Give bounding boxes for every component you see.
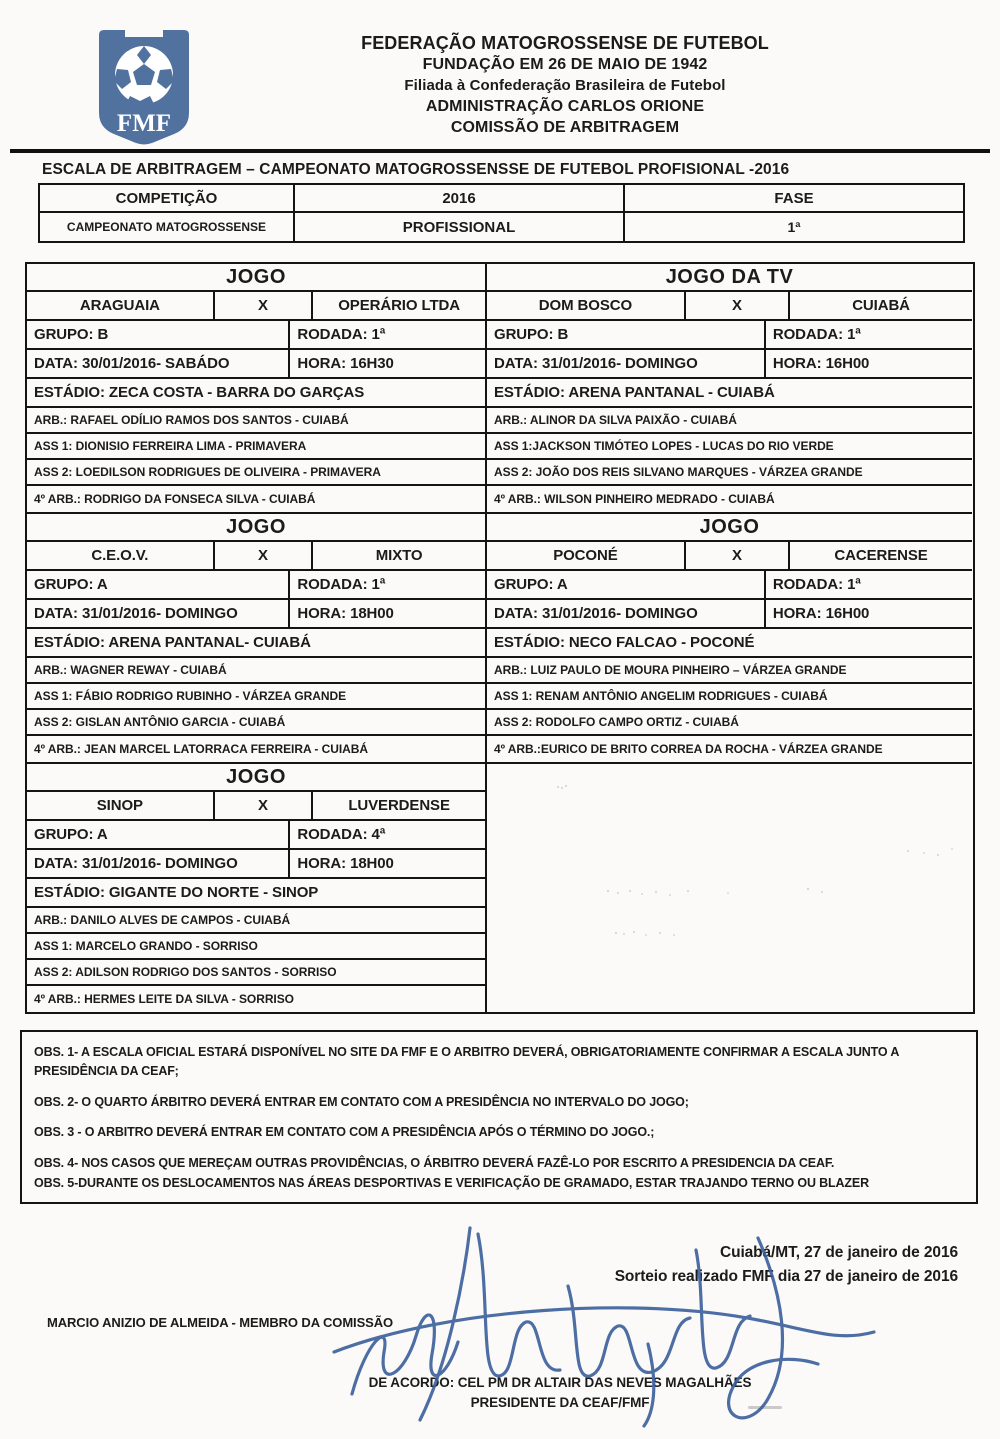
away-team: OPERÁRIO LTDA <box>338 297 460 314</box>
group-label: GRUPO: B <box>27 321 290 348</box>
fmf-logo-icon <box>92 27 196 145</box>
pencil-smudge <box>615 932 617 934</box>
time-label: HORA: 16H00 <box>772 355 870 372</box>
division-value: PROFISSIONAL <box>295 213 625 241</box>
away-team: CUIABÁ <box>852 297 910 314</box>
referee-label: ARB.: ALINOR DA SILVA PAIXÃO - CUIABÁ <box>487 408 972 434</box>
group-label: GRUPO: A <box>27 821 290 848</box>
assistant1-label: ASS 1: MARCELO GRANDO - SORRISO <box>27 934 485 960</box>
approval-line: DE ACORDO: CEL PM DR ALTAIR DAS NEVES MAGALHÃES <box>368 1375 752 1390</box>
match-card-title: JOGO <box>27 764 485 792</box>
assistant1-label: ASS 1: RENAM ANTÔNIO ANGELIM RODRIGUES - CUIABÁ <box>487 684 972 710</box>
observations-box <box>20 1030 978 1204</box>
observation-2: OBS. 2- O QUARTO ÁRBITRO DEVERÁ ENTRAR EM CONTATO COM A PRESIDÊNCIA NO INTERVALO DO JOGO; <box>34 1094 689 1109</box>
observation-5: OBS. 5-DURANTE OS DESLOCAMENTOS NAS ÁREAS DESPORTIVAS E VERIFICAÇÃO DE GRAMADO, ESTAR TRAJANDO TERNO OU BLAZER <box>34 1175 869 1190</box>
match-card <box>487 514 972 764</box>
versus-label: X <box>215 292 313 319</box>
page-title: ESCALA DE ARBITRAGEM – CAMPEONATO MATOGROSSENSSE DE FUTEBOL PROFISIONAL -2016 <box>42 161 790 178</box>
round-label: RODADA: 4ª <box>297 826 386 843</box>
assistant1-label: ASS 1:JACKSON TIMÓTEO LOPES - LUCAS DO RIO VERDE <box>487 434 972 460</box>
pencil-smudge <box>748 1406 782 1409</box>
home-team: DOM BOSCO <box>487 292 686 319</box>
referee-label: ARB.: RAFAEL ODÍLIO RAMOS DOS SANTOS - CUIABÁ <box>27 408 485 434</box>
assistant2-label: ASS 2: GISLAN ANTÔNIO GARCIA - CUIABÁ <box>27 710 485 736</box>
stadium-label: ESTÁDIO: ARENA PANTANAL- CUIABÁ <box>27 629 485 658</box>
year-header: 2016 <box>295 185 625 213</box>
place-date-line: Cuiabá/MT, 27 de janeiro de 2016 <box>719 1244 958 1261</box>
time-label: HORA: 16H00 <box>772 605 870 622</box>
away-team: MIXTO <box>375 547 423 564</box>
date-label: DATA: 31/01/2016- DOMINGO <box>27 850 290 877</box>
assistant2-label: ASS 2: ADILSON RODRIGO DOS SANTOS - SORRISO <box>27 960 485 986</box>
assistant1-label: ASS 1: DIONISIO FERREIRA LIMA - PRIMAVERA <box>27 434 485 460</box>
federation-affiliation: Filiada à Confederação Brasileira de Futebol <box>404 77 726 94</box>
date-label: DATA: 30/01/2016- SABÁDO <box>27 350 290 377</box>
fourth-referee-label: 4º ARB.: HERMES LEITE DA SILVA - SORRISO <box>34 992 294 1006</box>
observation-4: OBS. 4- NOS CASOS QUE MEREÇAM OUTRAS PROVIDÊNCIAS, O ÁRBITRO DEVERÁ FAZÊ-LO POR ESCRITO A PRESIDENCIA DA CEAF. <box>34 1155 835 1170</box>
match-card-title: JOGO DA TV <box>487 264 972 292</box>
competition-value: CAMPEONATO MATOGROSSENSE <box>40 213 295 241</box>
referee-label: ARB.: LUIZ PAULO DE MOURA PINHEIRO – VÁRZEA GRANDE <box>487 658 972 684</box>
federation-commission: COMISSÃO DE ARBITRAGEM <box>450 119 680 136</box>
assistant2-label: ASS 2: RODOLFO CAMPO ORTIZ - CUIABÁ <box>487 710 972 736</box>
pencil-smudge <box>607 890 609 892</box>
match-card <box>27 514 487 764</box>
stadium-label: ESTÁDIO: GIGANTE DO NORTE - SINOP <box>27 879 485 908</box>
pencil-smudge <box>557 786 559 788</box>
group-label: GRUPO: A <box>487 571 766 598</box>
federation-header <box>200 32 930 138</box>
versus-label: X <box>215 792 313 819</box>
match-card-tv <box>487 264 972 514</box>
federation-founded: FUNDAÇÃO EM 26 DE MAIO DE 1942 <box>422 56 708 73</box>
away-team: CACERENSE <box>834 547 928 564</box>
assistant2-label: ASS 2: LOEDILSON RODRIGUES DE OLIVEIRA - PRIMAVERA <box>27 460 485 486</box>
fourth-referee-label: 4º ARB.:EURICO DE BRITO CORREA DA ROCHA - VÁRZEA GRANDE <box>494 742 883 756</box>
time-label: HORA: 18H00 <box>297 855 394 872</box>
versus-label: X <box>686 292 790 319</box>
date-label: DATA: 31/01/2016- DOMINGO <box>487 600 766 627</box>
match-card-title: JOGO <box>27 514 485 542</box>
home-team: POCONÉ <box>487 542 686 569</box>
group-label: GRUPO: A <box>27 571 290 598</box>
home-team: ARAGUAIA <box>27 292 215 319</box>
federation-name: FEDERAÇÃO MATOGROSSENSE DE FUTEBOL <box>361 33 769 53</box>
assistant1-label: ASS 1: FÁBIO RODRIGO RUBINHO - VÁRZEA GRANDE <box>27 684 485 710</box>
round-label: RODADA: 1ª <box>297 576 386 593</box>
observation-3: OBS. 3 - O ARBITRO DEVERÁ ENTRAR EM CONTATO COM A PRESIDÊNCIA APÓS O TÉRMINO DO JOGO.; <box>34 1125 655 1140</box>
competition-table <box>38 183 965 243</box>
commission-member-name: MARCIO ANIZIO DE ALMEIDA - MEMBRO DA COMISSÃO <box>47 1315 394 1330</box>
versus-label: X <box>686 542 790 569</box>
match-card <box>27 264 487 514</box>
phase-header: FASE <box>625 185 963 213</box>
round-label: RODADA: 1ª <box>772 326 861 343</box>
referee-label: ARB.: WAGNER REWAY - CUIABÁ <box>27 658 485 684</box>
observation-1: OBS. 1- A ESCALA OFICIAL ESTARÁ DISPONÍVEL NO SITE DA FMF E O ARBITRO DEVERÁ, OBRIGATORIAMENTE CONFIRMAR A ESCALA JUNTO A PRESIDÊNCIA DA CEAF; <box>34 1045 899 1079</box>
assistant2-label: ASS 2: JOÃO DOS REIS SILVANO MARQUES - VÁRZEA GRANDE <box>487 460 972 486</box>
president-title: PRESIDENTE DA CEAF/FMF <box>470 1395 650 1410</box>
header-divider <box>10 149 990 153</box>
fourth-referee-label: 4º ARB.: RODRIGO DA FONSECA SILVA - CUIABÁ <box>34 492 316 506</box>
federation-administration: ADMINISTRAÇÃO CARLOS ORIONE <box>425 98 705 115</box>
match-card-title: JOGO <box>487 514 972 542</box>
fourth-referee-label: 4º ARB.: JEAN MARCEL LATORRACA FERREIRA - CUIABÁ <box>34 742 368 756</box>
fourth-referee-label: 4º ARB.: WILSON PINHEIRO MEDRADO - CUIABÁ <box>494 492 775 506</box>
group-label: GRUPO: B <box>487 321 766 348</box>
stadium-label: ESTÁDIO: ZECA COSTA - BARRA DO GARÇAS <box>27 379 485 408</box>
round-label: RODADA: 1ª <box>772 576 861 593</box>
draw-date-line: Sorteio realizado FMF dia 27 de janeiro de 2016 <box>614 1268 958 1285</box>
referee-label: ARB.: DANILO ALVES DE CAMPOS - CUIABÁ <box>27 908 485 934</box>
phase-value: 1ª <box>787 219 801 235</box>
matches-table <box>25 262 975 1014</box>
versus-label: X <box>215 542 313 569</box>
away-team: LUVERDENSE <box>348 797 450 814</box>
date-label: DATA: 31/01/2016- DOMINGO <box>27 600 290 627</box>
stadium-label: ESTÁDIO: ARENA PANTANAL - CUIABÁ <box>487 379 972 408</box>
stadium-label: ESTÁDIO: NECO FALCAO - POCONÉ <box>487 629 972 658</box>
match-card <box>27 764 487 1012</box>
home-team: C.E.O.V. <box>27 542 215 569</box>
match-card-title: JOGO <box>27 264 485 292</box>
empty-match-cell <box>487 764 972 1012</box>
round-label: RODADA: 1ª <box>297 326 386 343</box>
logo-text: FMF <box>116 110 172 137</box>
time-label: HORA: 18H00 <box>297 605 394 622</box>
date-label: DATA: 31/01/2016- DOMINGO <box>487 350 766 377</box>
competition-header: COMPETIÇÃO <box>40 185 295 213</box>
time-label: HORA: 16H30 <box>297 355 394 372</box>
home-team: SINOP <box>27 792 215 819</box>
